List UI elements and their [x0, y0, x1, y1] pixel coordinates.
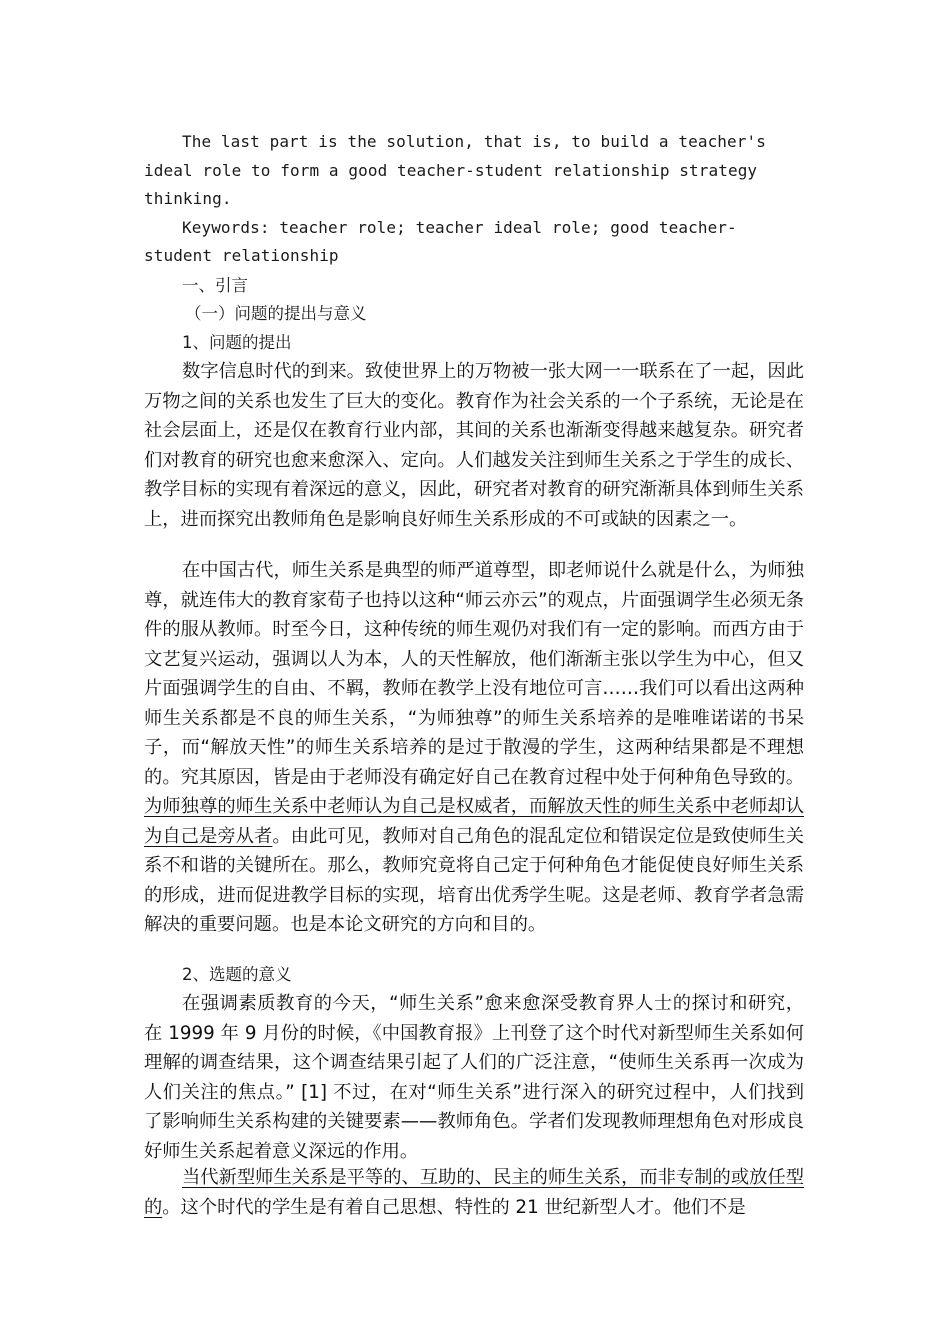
paragraph-text: 。这个时代的学生是有着自己思想、特性的 21 世纪新型人才。他们不是 [162, 1196, 746, 1218]
paragraph-teacher-student-history [144, 556, 804, 940]
abstract-solution-text: The last part is the solution, that is, to build a teacher's ideal role to form a good teacher-student relationship strategy thinking. [144, 132, 766, 208]
paragraph-problem-background: 数字信息时代的到来。致使世界上的万物被一张大网一一联系在了一起，因此万物之间的关系也发生了巨大的变化。教育作为社会关系的一个子系统，无论是在社会层面上，还是仅在教育行业内部，其间的关系也渐渐变得越来越复杂。研究者们对教育的研究也愈来愈深入、定向。人们越发关注到师生关系之于学生的成长、教学目标的实现有着深远的意义，因此，研究者对教育的研究渐渐具体到师生关系上，进而探究出教师角色是影响良好师生关系形成的不可或缺的因素之一。 [144, 361, 804, 530]
section-heading-introduction: 一、引言 [182, 276, 248, 295]
abstract-keywords-text: Keywords: teacher role; teacher ideal role; good teacher-student relationship [144, 217, 737, 265]
paragraph-text: 。由此可见，教师对自己角色的混乱定位和错误定位是致使师生关系不和谐的关键所在。那么，教师究竟将自己定于何种角色才能促使良好师生关系的形成，进而促进教学目标的实现，培育出优秀学生呢。这是老师、教育学者急需解决的重要问题。也是本论文研究的方向和目的。 [144, 825, 804, 935]
item-heading-topic-significance: 2、选题的意义 [182, 965, 292, 984]
paragraph-text: 在中国古代，师生关系是典型的师严道尊型，即老师说什么就是什么，为师独尊，就连伟大的教育家荀子也持以这种“师云亦云”的观点，片面强调学生必须无条件的服从教师。时至今日，这种传统的师生观仍对我们有一定的影响。而西方由于文艺复兴运动，强调以人为本，人的天性解放，他们渐渐主张以学生为中心，但又片面强调学生的自由、不羁，教师在教学上没有地位可言……我们可以看出这两种师生关系都是不良的师生关系，“为师独尊”的师生关系培养的是唯唯诺诺的书呆子，而“解放天性”的师生关系培养的是过于散漫的学生，这两种结果都是不理想的。究其原因，皆是由于老师没有确定好自己在教育过程中处于何种角色导致的。 [144, 560, 804, 788]
subsection-heading-problem: （一）问题的提出与意义 [185, 304, 367, 323]
abstract-english [144, 128, 804, 271]
item-heading-problem-raised: 1、问题的提出 [182, 333, 292, 352]
underlined-text: 为师独尊的师生关系中老师认为自己是权威者，而解放天性的师生关系中老师却认为自己是旁从者 [144, 796, 804, 847]
paragraph-new-relationship [144, 1163, 804, 1222]
underlined-text: 当代新型师生关系是平等的、互助的、民主的师生关系，而非专制的或放任型的 [144, 1167, 804, 1218]
paragraph-topic-significance: 在强调素质教育的今天，“师生关系”愈来愈深受教育界人士的探讨和研究，在 1999 年 9 月份的时候，《中国教育报》上刊登了这个时代对新型师生关系如何理解的调查结果，这个调查结果引起了人们的广泛注意，“使师生关系再一次成为人们关注的焦点。” [1] 不过，在对“师生关系”进行深入的研究过程中，人们找到了影响师生关系构建的关键要素——教师角色。学者们发现教师理想角色对形成良好师生关系起着意义深远的作用。 [144, 993, 804, 1162]
